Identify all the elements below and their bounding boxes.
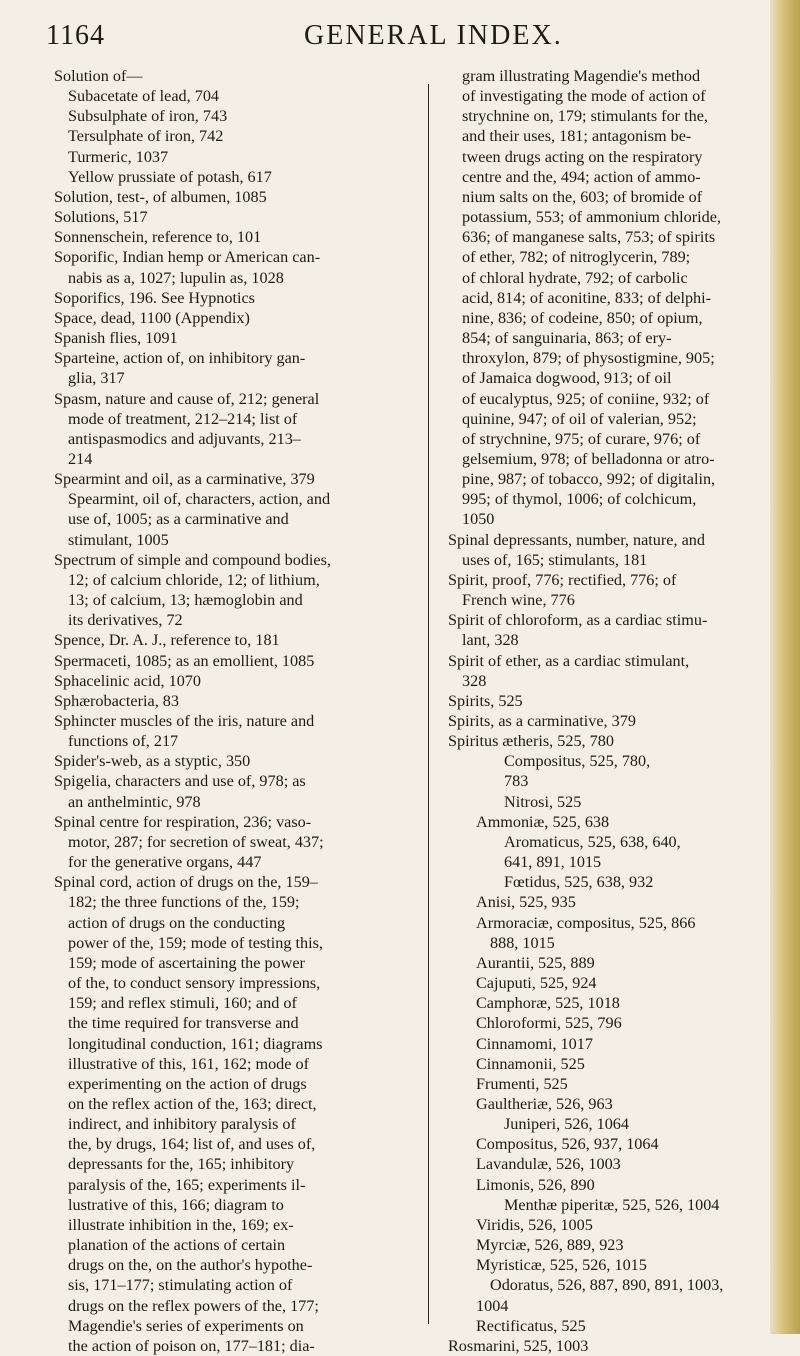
index-line: planation of the actions of certain bbox=[68, 1236, 286, 1255]
index-line: Aromaticus, 525, 638, 640, bbox=[504, 832, 681, 851]
index-line: Spinal cord, action of drugs on the, 159– bbox=[54, 873, 318, 892]
index-line: the, by drugs, 164; list of, and uses of, bbox=[68, 1135, 316, 1154]
index-line: Spirit, proof, 776; rectified, 776; of bbox=[448, 570, 677, 589]
index-line: mode of treatment, 212–214; list of bbox=[68, 409, 298, 428]
index-line: Sonnenschein, reference to, 101 bbox=[54, 228, 262, 247]
index-line: Sphincter muscles of the iris, nature and bbox=[54, 712, 315, 730]
index-line: Armoraciæ, compositus, 525, 866 bbox=[476, 913, 696, 932]
index-line: 783 bbox=[504, 772, 529, 791]
index-line: an anthelmintic, 978 bbox=[68, 792, 201, 811]
index-line: Compositus, 526, 937, 1064 bbox=[476, 1135, 659, 1154]
index-line: 854; of sanguinaria, 863; of ery- bbox=[462, 329, 672, 348]
index-line: and their uses, 181; antagonism be- bbox=[462, 127, 692, 146]
index-line: Aurantii, 525, 889 bbox=[476, 953, 595, 972]
index-line: Spider's-web, as a styptic, 350 bbox=[54, 752, 251, 771]
index-line: Cinnamonii, 525 bbox=[476, 1054, 585, 1073]
index-line: Juniperi, 526, 1064 bbox=[504, 1115, 629, 1134]
index-line: lustrative of this, 166; diagram to bbox=[68, 1195, 284, 1214]
index-line: Soporifics, 196. See Hypnotics bbox=[54, 288, 255, 307]
index-line: Spirit of chloroform, as a cardiac stimu- bbox=[448, 611, 708, 630]
column-divider bbox=[428, 84, 429, 1324]
index-line: Spence, Dr. A. J., reference to, 181 bbox=[54, 631, 280, 650]
index-line: gram illustrating Magendie's method bbox=[462, 67, 701, 85]
index-line: 641, 891, 1015 bbox=[504, 853, 602, 872]
index-line: Solutions, 517 bbox=[54, 208, 148, 227]
index-line: depressants for the, 165; inhibitory bbox=[68, 1155, 295, 1174]
index-line: Rectificatus, 525 bbox=[476, 1316, 586, 1335]
index-line: Sparteine, action of, on inhibitory gan- bbox=[54, 349, 306, 368]
index-line: Nitrosi, 525 bbox=[504, 792, 582, 811]
index-line: motor, 287; for secretion of sweat, 437; bbox=[68, 832, 324, 851]
index-line: Lavandulæ, 526, 1003 bbox=[476, 1155, 621, 1174]
index-line: Frumenti, 525 bbox=[476, 1074, 568, 1093]
index-line: sis, 171–177; stimulating action of bbox=[68, 1276, 293, 1295]
index-line: French wine, 776 bbox=[462, 591, 575, 610]
index-line: pine, 987; of tobacco, 992; of digitalin, bbox=[462, 470, 716, 489]
index-line: of strychnine, 975; of curare, 976; of bbox=[462, 429, 701, 448]
index-line: Spirits, as a carminative, 379 bbox=[448, 712, 636, 730]
index-line: functions of, 217 bbox=[68, 732, 179, 751]
index-line: Limonis, 526, 890 bbox=[476, 1175, 595, 1194]
index-line: use of, 1005; as a carminative and bbox=[68, 510, 289, 529]
index-line: longitudinal conduction, 161; diagrams bbox=[68, 1034, 323, 1053]
index-line: quinine, 947; of oil of valerian, 952; bbox=[462, 409, 697, 428]
index-line: 13; of calcium, 13; hæmoglobin and bbox=[68, 591, 303, 610]
index-line: Viridis, 526, 1005 bbox=[476, 1215, 593, 1234]
index-line: Spearmint, oil of, characters, action, and bbox=[68, 490, 331, 509]
index-line: throxylon, 879; of physostigmine, 905; bbox=[462, 349, 715, 368]
right-column bbox=[448, 66, 774, 1356]
index-line: illustrate inhibition in the, 169; ex- bbox=[68, 1215, 294, 1234]
index-line: lant, 328 bbox=[462, 631, 519, 650]
index-line: Spearmint and oil, as a carminative, 379 bbox=[54, 470, 315, 489]
index-line: Cajuputi, 525, 924 bbox=[476, 974, 597, 993]
index-line: of the, to conduct sensory impressions, bbox=[68, 974, 321, 993]
index-line: Camphoræ, 525, 1018 bbox=[476, 994, 620, 1013]
index-line: on the reflex action of the, 163; direct, bbox=[68, 1094, 317, 1113]
index-line: drugs on the reflex powers of the, 177; bbox=[68, 1296, 319, 1315]
index-line: action of drugs on the conducting bbox=[68, 913, 286, 932]
index-line: Yellow prussiate of potash, 617 bbox=[68, 167, 272, 186]
index-line: Myristicæ, 525, 526, 1015 bbox=[476, 1256, 647, 1275]
index-line: 1004 bbox=[476, 1296, 509, 1315]
index-line: Space, dead, 1100 (Appendix) bbox=[54, 308, 250, 327]
index-line: 159; mode of ascertaining the power bbox=[68, 953, 305, 972]
index-line: strychnine on, 179; stimulants for the, bbox=[462, 107, 708, 126]
index-line: Spectrum of simple and compound bodies, bbox=[54, 550, 331, 569]
left-column bbox=[54, 66, 408, 1356]
page-edge bbox=[770, 0, 800, 1334]
index-line: for the generative organs, 447 bbox=[68, 853, 262, 872]
index-line: 1050 bbox=[462, 510, 495, 529]
index-line: indirect, and inhibitory paralysis of bbox=[68, 1115, 296, 1134]
index-line: Spiritus ætheris, 525, 780 bbox=[448, 732, 614, 751]
index-line: uses of, 165; stimulants, 181 bbox=[462, 550, 648, 569]
index-line: Gaultheriæ, 526, 963 bbox=[476, 1094, 613, 1113]
index-line: Spanish flies, 1091 bbox=[54, 329, 178, 348]
index-line: the time required for transverse and bbox=[68, 1014, 299, 1033]
index-line: Ammoniæ, 525, 638 bbox=[476, 812, 610, 831]
index-line: 328 bbox=[462, 671, 487, 690]
index-line: Soporific, Indian hemp or American can- bbox=[54, 248, 321, 267]
index-line: of eucalyptus, 925; of coniine, 932; of bbox=[462, 389, 710, 408]
index-line: Turmeric, 1037 bbox=[68, 147, 169, 166]
index-line: tween drugs acting on the respiratory bbox=[462, 147, 703, 166]
page-number: 1164 bbox=[46, 20, 105, 51]
index-line: 636; of manganese salts, 753; of spirits bbox=[462, 228, 716, 247]
index-line: paralysis of the, 165; experiments il- bbox=[68, 1175, 306, 1194]
index-line: Spirit of ether, as a cardiac stimulant, bbox=[448, 651, 690, 670]
index-line: 888, 1015 bbox=[490, 933, 555, 952]
index-line: Tersulphate of iron, 742 bbox=[68, 127, 224, 146]
index-line: experimenting on the action of drugs bbox=[68, 1074, 307, 1093]
index-line: its derivatives, 72 bbox=[68, 611, 183, 630]
index-line: Cinnamomi, 1017 bbox=[476, 1034, 593, 1053]
index-line: drugs on the, on the author's hypothe- bbox=[68, 1256, 313, 1275]
index-line: Sphacelinic acid, 1070 bbox=[54, 671, 201, 690]
index-line: of ether, 782; of nitroglycerin, 789; bbox=[462, 248, 691, 267]
index-line: Spermaceti, 1085; as an emollient, 1085 bbox=[54, 651, 315, 670]
index-line: Odoratus, 526, 887, 890, 891, 1003, bbox=[490, 1276, 724, 1295]
index-line: Spinal centre for respiration, 236; vaso- bbox=[54, 812, 312, 831]
page-header bbox=[36, 18, 776, 58]
index-line: Rosmarini, 525, 1003 bbox=[448, 1336, 589, 1355]
index-line: Solution of— bbox=[54, 67, 143, 85]
index-line: antispasmodics and adjuvants, 213– bbox=[68, 429, 301, 448]
index-line: Subsulphate of iron, 743 bbox=[68, 107, 228, 126]
index-line: nabis as a, 1027; lupulin as, 1028 bbox=[68, 268, 284, 287]
index-line: 995; of thymol, 1006; of colchicum, bbox=[462, 490, 697, 509]
index-line: of investigating the mode of action of bbox=[462, 87, 706, 106]
index-line: potassium, 553; of ammonium chloride, bbox=[462, 208, 721, 227]
index-line: Anisi, 525, 935 bbox=[476, 893, 576, 912]
index-line: illustrative of this, 161, 162; mode of bbox=[68, 1054, 309, 1073]
index-line: the action of poison on, 177–181; dia- bbox=[68, 1336, 315, 1355]
index-line: Menthæ piperitæ, 525, 526, 1004 bbox=[504, 1195, 720, 1214]
index-line: Spasm, nature and cause of, 212; general bbox=[54, 389, 320, 408]
index-line: nine, 836; of codeine, 850; of opium, bbox=[462, 308, 703, 327]
index-line: 214 bbox=[68, 449, 93, 468]
index-line: Compositus, 525, 780, bbox=[504, 752, 651, 771]
index-line: power of the, 159; mode of testing this, bbox=[68, 933, 323, 952]
index-line: Magendie's series of experiments on bbox=[68, 1316, 304, 1335]
index-line: gelsemium, 978; of belladonna or atro- bbox=[462, 449, 715, 468]
index-line: Fœtidus, 525, 638, 932 bbox=[504, 873, 654, 892]
index-line: 159; and reflex stimuli, 160; and of bbox=[68, 994, 297, 1013]
index-line: of Jamaica dogwood, 913; of oil bbox=[462, 369, 672, 388]
index-line: Spirits, 525 bbox=[448, 691, 523, 710]
index-line: glia, 317 bbox=[68, 369, 125, 388]
index-line: centre and the, 494; action of ammo- bbox=[462, 167, 701, 186]
index-line: Spigelia, characters and use of, 978; as bbox=[54, 772, 306, 791]
index-line: Solution, test-, of albumen, 1085 bbox=[54, 187, 267, 206]
index-line: 12; of calcium chloride, 12; of lithium, bbox=[68, 570, 320, 589]
index-line: Myrciæ, 526, 889, 923 bbox=[476, 1236, 624, 1255]
index-line: of chloral hydrate, 792; of carbolic bbox=[462, 268, 688, 287]
index-line: Chloroformi, 525, 796 bbox=[476, 1014, 622, 1033]
index-line: 182; the three functions of the, 159; bbox=[68, 893, 300, 912]
index-line: nium salts on the, 603; of bromide of bbox=[462, 187, 703, 206]
index-line: acid, 814; of aconitine, 833; of delphi- bbox=[462, 288, 712, 307]
index-line: Spinal depressants, number, nature, and bbox=[448, 530, 705, 549]
running-title: GENERAL INDEX. bbox=[304, 20, 563, 51]
index-line: stimulant, 1005 bbox=[68, 530, 169, 549]
index-line: Subacetate of lead, 704 bbox=[68, 87, 220, 106]
index-line: Sphærobacteria, 83 bbox=[54, 691, 179, 710]
